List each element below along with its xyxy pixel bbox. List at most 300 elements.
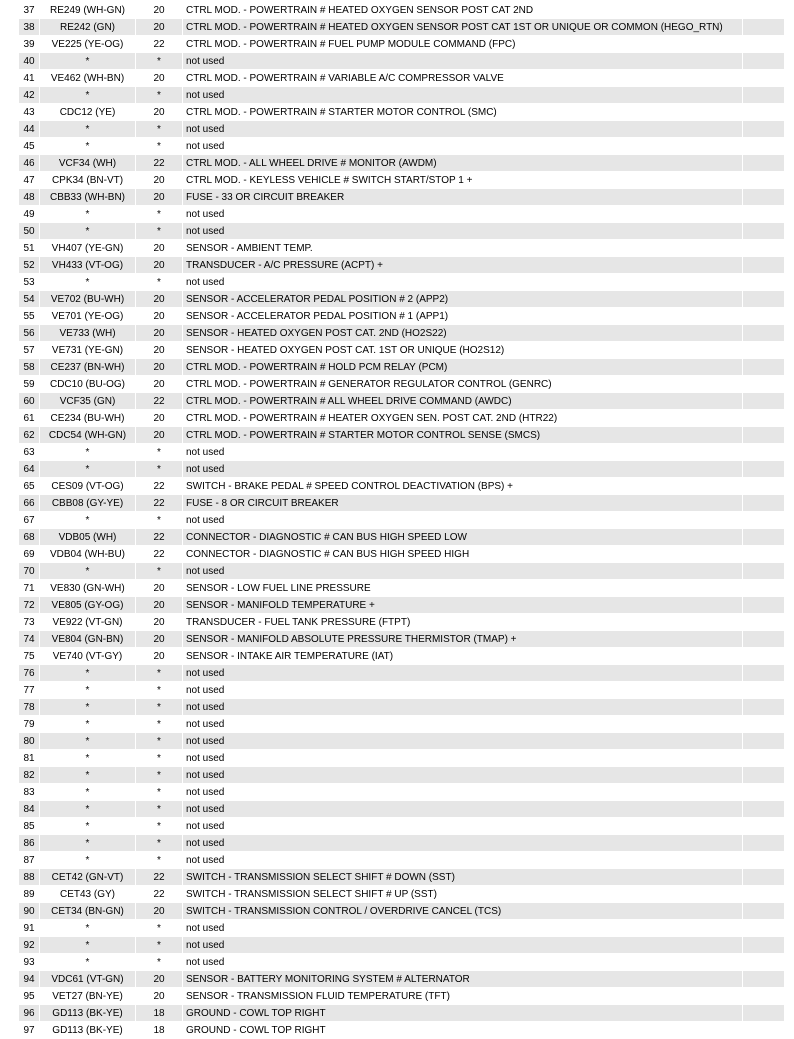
table-row (19, 274, 785, 291)
table-row (19, 835, 785, 852)
table-row (19, 971, 785, 988)
blank-cell (743, 342, 785, 359)
table-row (19, 529, 785, 546)
wire-circuit-cell: * (40, 206, 136, 223)
blank-cell (743, 478, 785, 495)
circuit-description-cell: not used (183, 716, 743, 733)
circuit-description-cell: SENSOR - HEATED OXYGEN POST CAT. 2ND (HO2S22) (183, 325, 743, 342)
blank-cell (743, 461, 785, 478)
wire-gauge-cell: 22 (136, 495, 183, 512)
table-row (19, 87, 785, 104)
wire-gauge-cell: 20 (136, 308, 183, 325)
wire-gauge-cell: * (136, 733, 183, 750)
wire-circuit-cell: * (40, 818, 136, 835)
table-row (19, 648, 785, 665)
blank-cell (743, 189, 785, 206)
blank-cell (743, 699, 785, 716)
pin-number-cell: 60 (19, 393, 40, 410)
pin-number-cell: 82 (19, 767, 40, 784)
wire-gauge-cell: 20 (136, 631, 183, 648)
blank-cell (743, 818, 785, 835)
circuit-description-cell: CTRL MOD. - KEYLESS VEHICLE # SWITCH START/STOP 1 + (183, 172, 743, 189)
circuit-description-cell: SENSOR - ACCELERATOR PEDAL POSITION # 2 (APP2) (183, 291, 743, 308)
pin-number-cell: 49 (19, 206, 40, 223)
circuit-description-cell: not used (183, 121, 743, 138)
pin-number-cell: 90 (19, 903, 40, 920)
wire-circuit-cell: VE805 (GY-OG) (40, 597, 136, 614)
pin-number-cell: 45 (19, 138, 40, 155)
circuit-description-cell: SENSOR - ACCELERATOR PEDAL POSITION # 1 (APP1) (183, 308, 743, 325)
table-row (19, 172, 785, 189)
table-row (19, 1022, 785, 1039)
wire-circuit-cell: CDC10 (BU-OG) (40, 376, 136, 393)
table-row (19, 325, 785, 342)
blank-cell (743, 546, 785, 563)
wire-gauge-cell: 20 (136, 104, 183, 121)
table-row (19, 988, 785, 1005)
table-row (19, 206, 785, 223)
wire-gauge-cell: * (136, 682, 183, 699)
wire-gauge-cell: 22 (136, 529, 183, 546)
pin-number-cell: 66 (19, 495, 40, 512)
blank-cell (743, 427, 785, 444)
table-row (19, 53, 785, 70)
wire-gauge-cell: 20 (136, 376, 183, 393)
blank-cell (743, 444, 785, 461)
blank-cell (743, 733, 785, 750)
wire-circuit-cell: * (40, 767, 136, 784)
wire-circuit-cell: * (40, 274, 136, 291)
wire-gauge-cell: 20 (136, 427, 183, 444)
wire-gauge-cell: 20 (136, 903, 183, 920)
table-row (19, 920, 785, 937)
circuit-description-cell: FUSE - 8 OR CIRCUIT BREAKER (183, 495, 743, 512)
pin-number-cell: 55 (19, 308, 40, 325)
pin-number-cell: 84 (19, 801, 40, 818)
pin-number-cell: 38 (19, 19, 40, 36)
table-row (19, 784, 785, 801)
circuit-description-cell: not used (183, 512, 743, 529)
wire-circuit-cell: VET27 (BN-YE) (40, 988, 136, 1005)
pinout-table (18, 1, 785, 1039)
wire-circuit-cell: CES09 (VT-OG) (40, 478, 136, 495)
wire-circuit-cell: * (40, 784, 136, 801)
pin-number-cell: 85 (19, 818, 40, 835)
blank-cell (743, 614, 785, 631)
wire-gauge-cell: 20 (136, 359, 183, 376)
blank-cell (743, 920, 785, 937)
table-row (19, 665, 785, 682)
pin-number-cell: 76 (19, 665, 40, 682)
wire-circuit-cell: CE234 (BU-WH) (40, 410, 136, 427)
circuit-description-cell: TRANSDUCER - FUEL TANK PRESSURE (FTPT) (183, 614, 743, 631)
wire-circuit-cell: VE462 (WH-BN) (40, 70, 136, 87)
wire-gauge-cell: * (136, 223, 183, 240)
table-row (19, 36, 785, 53)
pin-number-cell: 74 (19, 631, 40, 648)
wire-circuit-cell: * (40, 461, 136, 478)
table-row (19, 903, 785, 920)
wire-circuit-cell: VCF34 (WH) (40, 155, 136, 172)
wire-gauge-cell: 22 (136, 155, 183, 172)
pin-number-cell: 48 (19, 189, 40, 206)
circuit-description-cell: SENSOR - LOW FUEL LINE PRESSURE (183, 580, 743, 597)
wire-circuit-cell: * (40, 733, 136, 750)
circuit-description-cell: not used (183, 563, 743, 580)
table-row (19, 2, 785, 19)
wire-circuit-cell: VCF35 (GN) (40, 393, 136, 410)
blank-cell (743, 631, 785, 648)
wire-gauge-cell: * (136, 937, 183, 954)
circuit-description-cell: SWITCH - TRANSMISSION SELECT SHIFT # UP (SST) (183, 886, 743, 903)
pin-number-cell: 56 (19, 325, 40, 342)
blank-cell (743, 784, 785, 801)
table-row (19, 682, 785, 699)
table-row (19, 852, 785, 869)
blank-cell (743, 580, 785, 597)
wire-gauge-cell: 20 (136, 2, 183, 19)
pin-number-cell: 95 (19, 988, 40, 1005)
table-row (19, 563, 785, 580)
wire-gauge-cell: * (136, 835, 183, 852)
circuit-description-cell: SWITCH - BRAKE PEDAL # SPEED CONTROL DEACTIVATION (BPS) + (183, 478, 743, 495)
pin-number-cell: 58 (19, 359, 40, 376)
wire-circuit-cell: RE242 (GN) (40, 19, 136, 36)
wire-circuit-cell: CET43 (GY) (40, 886, 136, 903)
pin-number-cell: 77 (19, 682, 40, 699)
circuit-description-cell: GROUND - COWL TOP RIGHT (183, 1022, 743, 1039)
blank-cell (743, 138, 785, 155)
circuit-description-cell: not used (183, 274, 743, 291)
circuit-description-cell: not used (183, 784, 743, 801)
blank-cell (743, 597, 785, 614)
wire-gauge-cell: 20 (136, 597, 183, 614)
circuit-description-cell: not used (183, 461, 743, 478)
pin-number-cell: 80 (19, 733, 40, 750)
blank-cell (743, 206, 785, 223)
pinout-table-body (19, 2, 785, 1039)
circuit-description-cell: not used (183, 852, 743, 869)
circuit-description-cell: not used (183, 733, 743, 750)
table-row (19, 699, 785, 716)
pin-number-cell: 50 (19, 223, 40, 240)
wire-gauge-cell: 20 (136, 410, 183, 427)
pin-number-cell: 75 (19, 648, 40, 665)
table-row (19, 427, 785, 444)
wire-gauge-cell: * (136, 699, 183, 716)
pin-number-cell: 39 (19, 36, 40, 53)
table-row (19, 70, 785, 87)
pin-number-cell: 57 (19, 342, 40, 359)
wire-circuit-cell: * (40, 121, 136, 138)
circuit-description-cell: SENSOR - MANIFOLD TEMPERATURE + (183, 597, 743, 614)
blank-cell (743, 274, 785, 291)
blank-cell (743, 852, 785, 869)
circuit-description-cell: CONNECTOR - DIAGNOSTIC # CAN BUS HIGH SPEED LOW (183, 529, 743, 546)
table-row (19, 342, 785, 359)
wire-circuit-cell: VH407 (YE-GN) (40, 240, 136, 257)
circuit-description-cell: not used (183, 444, 743, 461)
wire-circuit-cell: * (40, 563, 136, 580)
blank-cell (743, 410, 785, 427)
wire-gauge-cell: 20 (136, 189, 183, 206)
pin-number-cell: 67 (19, 512, 40, 529)
circuit-description-cell: SENSOR - AMBIENT TEMP. (183, 240, 743, 257)
table-row (19, 240, 785, 257)
blank-cell (743, 682, 785, 699)
wire-circuit-cell: * (40, 682, 136, 699)
pin-number-cell: 65 (19, 478, 40, 495)
table-row (19, 104, 785, 121)
wire-gauge-cell: * (136, 852, 183, 869)
table-row (19, 546, 785, 563)
wire-gauge-cell: * (136, 920, 183, 937)
blank-cell (743, 835, 785, 852)
pin-number-cell: 91 (19, 920, 40, 937)
circuit-description-cell: CTRL MOD. - POWERTRAIN # STARTER MOTOR CONTROL SENSE (SMCS) (183, 427, 743, 444)
circuit-description-cell: TRANSDUCER - A/C PRESSURE (ACPT) + (183, 257, 743, 274)
table-row (19, 886, 785, 903)
table-row (19, 155, 785, 172)
wire-circuit-cell: CBB08 (GY-YE) (40, 495, 136, 512)
pin-number-cell: 53 (19, 274, 40, 291)
pin-number-cell: 41 (19, 70, 40, 87)
table-row (19, 954, 785, 971)
wire-circuit-cell: VE225 (YE-OG) (40, 36, 136, 53)
pin-number-cell: 96 (19, 1005, 40, 1022)
table-row (19, 631, 785, 648)
circuit-description-cell: SENSOR - INTAKE AIR TEMPERATURE (IAT) (183, 648, 743, 665)
wire-gauge-cell: * (136, 563, 183, 580)
table-row (19, 750, 785, 767)
blank-cell (743, 971, 785, 988)
wire-circuit-cell: VE830 (GN-WH) (40, 580, 136, 597)
wire-circuit-cell: VE731 (YE-GN) (40, 342, 136, 359)
wire-circuit-cell: CDC12 (YE) (40, 104, 136, 121)
blank-cell (743, 393, 785, 410)
blank-cell (743, 19, 785, 36)
table-row (19, 461, 785, 478)
pin-number-cell: 42 (19, 87, 40, 104)
pin-number-cell: 89 (19, 886, 40, 903)
circuit-description-cell: not used (183, 954, 743, 971)
wire-circuit-cell: * (40, 53, 136, 70)
wire-circuit-cell: * (40, 852, 136, 869)
table-row (19, 410, 785, 427)
pin-number-cell: 71 (19, 580, 40, 597)
wire-gauge-cell: 20 (136, 648, 183, 665)
circuit-description-cell: SWITCH - TRANSMISSION SELECT SHIFT # DOWN (SST) (183, 869, 743, 886)
table-row (19, 223, 785, 240)
blank-cell (743, 121, 785, 138)
blank-cell (743, 325, 785, 342)
wire-gauge-cell: 22 (136, 869, 183, 886)
pin-number-cell: 47 (19, 172, 40, 189)
circuit-description-cell: SENSOR - HEATED OXYGEN POST CAT. 1ST OR UNIQUE (HO2S12) (183, 342, 743, 359)
blank-cell (743, 495, 785, 512)
pin-number-cell: 69 (19, 546, 40, 563)
blank-cell (743, 512, 785, 529)
blank-cell (743, 988, 785, 1005)
circuit-description-cell: not used (183, 138, 743, 155)
wire-circuit-cell: CET42 (GN-VT) (40, 869, 136, 886)
circuit-description-cell: not used (183, 206, 743, 223)
wire-gauge-cell: 20 (136, 70, 183, 87)
wire-gauge-cell: * (136, 461, 183, 478)
circuit-description-cell: not used (183, 767, 743, 784)
wire-circuit-cell: * (40, 801, 136, 818)
blank-cell (743, 172, 785, 189)
wire-gauge-cell: * (136, 818, 183, 835)
wire-gauge-cell: * (136, 750, 183, 767)
circuit-description-cell: not used (183, 53, 743, 70)
circuit-description-cell: CONNECTOR - DIAGNOSTIC # CAN BUS HIGH SPEED HIGH (183, 546, 743, 563)
circuit-description-cell: SENSOR - TRANSMISSION FLUID TEMPERATURE (TFT) (183, 988, 743, 1005)
wire-circuit-cell: VE740 (VT-GY) (40, 648, 136, 665)
pin-number-cell: 72 (19, 597, 40, 614)
blank-cell (743, 36, 785, 53)
blank-cell (743, 359, 785, 376)
wire-gauge-cell: * (136, 121, 183, 138)
table-row (19, 291, 785, 308)
pin-number-cell: 59 (19, 376, 40, 393)
table-row (19, 359, 785, 376)
table-row (19, 937, 785, 954)
wire-gauge-cell: 22 (136, 36, 183, 53)
table-row (19, 444, 785, 461)
pin-number-cell: 97 (19, 1022, 40, 1039)
pin-number-cell: 63 (19, 444, 40, 461)
wire-circuit-cell: VE701 (YE-OG) (40, 308, 136, 325)
wire-gauge-cell: * (136, 512, 183, 529)
circuit-description-cell: CTRL MOD. - POWERTRAIN # FUEL PUMP MODULE COMMAND (FPC) (183, 36, 743, 53)
blank-cell (743, 155, 785, 172)
wire-circuit-cell: GD113 (BK-YE) (40, 1022, 136, 1039)
wire-gauge-cell: * (136, 274, 183, 291)
circuit-description-cell: CTRL MOD. - ALL WHEEL DRIVE # MONITOR (AWDM) (183, 155, 743, 172)
pin-number-cell: 79 (19, 716, 40, 733)
wire-circuit-cell: CET34 (BN-GN) (40, 903, 136, 920)
blank-cell (743, 104, 785, 121)
wire-circuit-cell: VDC61 (VT-GN) (40, 971, 136, 988)
wire-circuit-cell: VE733 (WH) (40, 325, 136, 342)
circuit-description-cell: not used (183, 665, 743, 682)
wire-gauge-cell: * (136, 784, 183, 801)
blank-cell (743, 376, 785, 393)
circuit-description-cell: CTRL MOD. - POWERTRAIN # STARTER MOTOR CONTROL (SMC) (183, 104, 743, 121)
wire-gauge-cell: * (136, 444, 183, 461)
wire-gauge-cell: 18 (136, 1005, 183, 1022)
wire-circuit-cell: CDC54 (WH-GN) (40, 427, 136, 444)
blank-cell (743, 70, 785, 87)
wire-circuit-cell: * (40, 954, 136, 971)
table-row (19, 716, 785, 733)
circuit-description-cell: FUSE - 33 OR CIRCUIT BREAKER (183, 189, 743, 206)
blank-cell (743, 869, 785, 886)
pin-number-cell: 88 (19, 869, 40, 886)
blank-cell (743, 1022, 785, 1039)
pin-number-cell: 78 (19, 699, 40, 716)
wire-circuit-cell: VE804 (GN-BN) (40, 631, 136, 648)
wire-gauge-cell: 20 (136, 19, 183, 36)
wire-circuit-cell: CPK34 (BN-VT) (40, 172, 136, 189)
wire-gauge-cell: * (136, 53, 183, 70)
blank-cell (743, 223, 785, 240)
wire-gauge-cell: 22 (136, 546, 183, 563)
pin-number-cell: 73 (19, 614, 40, 631)
table-row (19, 767, 785, 784)
circuit-description-cell: not used (183, 801, 743, 818)
table-row (19, 869, 785, 886)
table-row (19, 121, 785, 138)
table-row (19, 376, 785, 393)
wire-circuit-cell: * (40, 716, 136, 733)
circuit-description-cell: SENSOR - MANIFOLD ABSOLUTE PRESSURE THERMISTOR (TMAP) + (183, 631, 743, 648)
wire-gauge-cell: 20 (136, 614, 183, 631)
circuit-description-cell: SENSOR - BATTERY MONITORING SYSTEM # ALTERNATOR (183, 971, 743, 988)
pin-number-cell: 64 (19, 461, 40, 478)
table-row (19, 257, 785, 274)
table-row (19, 733, 785, 750)
blank-cell (743, 563, 785, 580)
wire-gauge-cell: 20 (136, 291, 183, 308)
wire-circuit-cell: * (40, 920, 136, 937)
circuit-description-cell: CTRL MOD. - POWERTRAIN # HOLD PCM RELAY (PCM) (183, 359, 743, 376)
circuit-description-cell: CTRL MOD. - POWERTRAIN # HEATER OXYGEN SEN. POST CAT. 2ND (HTR22) (183, 410, 743, 427)
table-row (19, 512, 785, 529)
circuit-description-cell: CTRL MOD. - POWERTRAIN # HEATED OXYGEN SENSOR POST CAT 1ST OR UNIQUE OR COMMON (HEGO_RTN) (183, 19, 743, 36)
blank-cell (743, 716, 785, 733)
circuit-description-cell: not used (183, 682, 743, 699)
table-row (19, 19, 785, 36)
wire-gauge-cell: 20 (136, 342, 183, 359)
pin-number-cell: 94 (19, 971, 40, 988)
wire-gauge-cell: * (136, 665, 183, 682)
blank-cell (743, 291, 785, 308)
pin-number-cell: 43 (19, 104, 40, 121)
blank-cell (743, 937, 785, 954)
pin-number-cell: 61 (19, 410, 40, 427)
pin-number-cell: 44 (19, 121, 40, 138)
wire-circuit-cell: * (40, 750, 136, 767)
blank-cell (743, 750, 785, 767)
circuit-description-cell: CTRL MOD. - POWERTRAIN # GENERATOR REGULATOR CONTROL (GENRC) (183, 376, 743, 393)
wire-circuit-cell: CBB33 (WH-BN) (40, 189, 136, 206)
pin-number-cell: 81 (19, 750, 40, 767)
blank-cell (743, 886, 785, 903)
circuit-description-cell: CTRL MOD. - POWERTRAIN # ALL WHEEL DRIVE COMMAND (AWDC) (183, 393, 743, 410)
circuit-description-cell: not used (183, 87, 743, 104)
table-row (19, 801, 785, 818)
wire-circuit-cell: * (40, 665, 136, 682)
circuit-description-cell: not used (183, 937, 743, 954)
wire-circuit-cell: * (40, 87, 136, 104)
table-row (19, 580, 785, 597)
wire-gauge-cell: * (136, 801, 183, 818)
wire-gauge-cell: * (136, 206, 183, 223)
pin-number-cell: 83 (19, 784, 40, 801)
wire-gauge-cell: 20 (136, 988, 183, 1005)
table-row (19, 614, 785, 631)
pin-number-cell: 68 (19, 529, 40, 546)
circuit-description-cell: not used (183, 835, 743, 852)
table-row (19, 393, 785, 410)
circuit-description-cell: SWITCH - TRANSMISSION CONTROL / OVERDRIVE CANCEL (TCS) (183, 903, 743, 920)
wire-gauge-cell: 20 (136, 580, 183, 597)
table-row (19, 597, 785, 614)
wire-circuit-cell: VE922 (VT-GN) (40, 614, 136, 631)
pin-number-cell: 86 (19, 835, 40, 852)
